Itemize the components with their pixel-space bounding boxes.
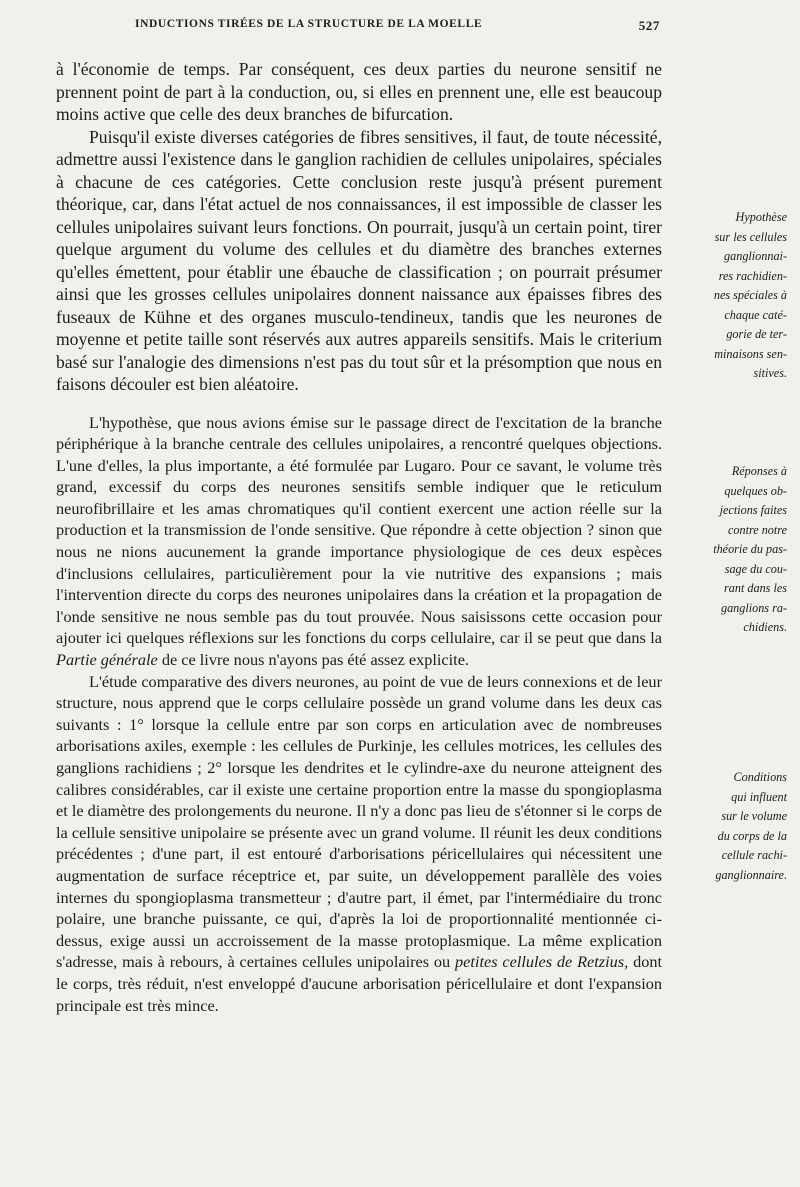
margin-note-line: ganglionnaire. xyxy=(715,867,787,882)
paragraph-4-italic: petites cellules de Retzius, xyxy=(455,952,629,972)
margin-note-line: res rachidien- xyxy=(718,268,787,283)
margin-note-line: chaque caté- xyxy=(724,307,787,322)
margin-note-line: minaisons sen- xyxy=(714,346,787,361)
paragraph-3-italic: Partie générale xyxy=(56,650,158,670)
margin-note-line: sur les cellules xyxy=(714,229,787,244)
margin-note-line: théorie du pas- xyxy=(713,542,787,556)
margin-note-line: quelques ob- xyxy=(724,483,787,498)
margin-note-line: ganglions ra- xyxy=(720,600,787,615)
margin-note-hypothese xyxy=(683,208,787,384)
paragraph-4-part-a: L'étude comparative des divers neurones, au point de vue de leurs connexions et de leur structure, nous apprend que le corps cellulaire possède un grand volume dans les deux cas suivants : 1° lorsque la cellule entre par son corps en articulation avec de nombreuses arborisations axiles, exemple : les cellules de Purkinje, les cellules motrices, les cellules des ganglions rachidiens ; 2° lorsque les dendrites et le cylindre-axe du neurone atteignent des calibres considérables, car il existe une certaine proportion entre la masse du spongioplasma et le diamètre des prolongements du neurone. Il n'y a donc pas lieu de s'étonner si le corps de la cellule sensitive unipolaire se présente avec un grand volume. Il réunit les deux conditions précédentes ; d'une part, il est entouré d'arborisations péricellulaires qui nécessitent une augmentation de surface réceptrice et, par suite, un développement parallèle des voies internes du spongioplasma transmetteur ; d'autre part, il émet, par l'intermédiaire du tronc polaire, une branche puissante, ce qui, d'après la loi de proportionnalité mentionnée ci-dessus, exige aussi un accroissement de la masse protoplasmique. La même explication s'adresse, mais à rebours, à certaines cellules unipolaires ou xyxy=(56,671,662,972)
margin-note-reponses xyxy=(683,462,787,638)
margin-note-line: gorie de ter- xyxy=(726,327,787,341)
margin-note-line: Hypothèse xyxy=(735,210,787,224)
margin-note-conditions xyxy=(683,768,787,885)
margin-note-line: jections faites xyxy=(719,503,787,517)
main-text xyxy=(56,58,662,1016)
margin-note-line: Réponses à xyxy=(731,464,787,478)
margin-note-line: sur le volume xyxy=(721,809,787,823)
margin-note-line: contre notre xyxy=(727,522,787,537)
margin-note-line: chidiens. xyxy=(743,620,787,634)
margin-note-line: rant dans les xyxy=(724,581,787,595)
header-title: INDUCTIONS TIRÉES DE LA STRUCTURE DE LA MOELLE xyxy=(135,18,483,30)
paragraph-4 xyxy=(56,671,662,1017)
margin-note-line: sage du cou- xyxy=(724,561,787,576)
section-gap xyxy=(56,396,662,412)
paragraph-2: Puisqu'il existe diverses catégories de fibres sensitives, il faut, de toute nécessité, admettre aussi l'existence dans le ganglion rachidien de cellules unipolaires, spéciales à chacune de ces catégories. Cette conclusion reste jusqu'à présent purement théorique, car, dans l'état actuel de nos connaissances, il est impossible de classer les cellules unipolaires suivant leurs fonctions. On pourrait, jusqu'à un certain point, tirer quelque argument du volume des cellules et du diamètre des branches externes qu'elles émettent, pour établir une ébauche de classification ; on pourrait présumer ainsi que les grosses cellules unipolaires donnent naissance aux épaisses fibres des fuseaux de Kühne et des organes musculo-tendineux, tandis que les neurones de moyenne et petite taille sont réservés aux autres appareils sensitifs. Mais le criterium basé sur l'analogie des dimensions n'est pas du tout sûr et la présomption que nous en faisons découler est bien aléatoire. xyxy=(56,126,662,394)
page-number: 527 xyxy=(638,18,660,33)
paragraph-3 xyxy=(56,412,662,671)
margin-note-line: Conditions xyxy=(733,770,787,784)
margin-note-line: ganglionnai- xyxy=(724,249,787,263)
margin-note-line: nes spéciales à xyxy=(713,288,787,302)
margin-note-line: sitives. xyxy=(753,366,787,380)
paragraph-4-part-b: dont le corps, très réduit, n'est enveloppé d'aucune arborisation péricellulaire et dont l'expansion principale est très mince. xyxy=(56,952,663,1015)
margin-note-line: cellule rachi- xyxy=(721,848,787,862)
margin-note-line: qui influent xyxy=(731,789,787,804)
margin-note-line: du corps de la xyxy=(717,828,787,843)
paragraph-3-part-a: L'hypothèse, que nous avions émise sur le passage direct de l'excitation de la branche périphérique à la branche centrale des cellules unipolaires, a rencontré quelques objections. L'une d'elles, la plus importante, a été formulée par Lugaro. Pour ce savant, le volume très grand, excessif du corps des neurones sensitifs semble indiquer que le reticulum neurofibrillaire et les amas chromatiques qu'il contient exercent une action réelle sur la production et la transmission de l'onde sensitive. Que répondre à cette objection ? sinon que nous ne nions aucunement la grande importance physiologique de ces deux espèces d'inclusions cellulaires, particulièrement pour la vie nutritive des expansions ; mais l'intervention directe du corps des neurones unipolaires dans la création et la propagation de l'onde sensitive ne nous semble pas du tout prouvée. Nous saisissons cette occasion pour ajouter ici quelques réflexions sur les fonctions du corps cellulaire, car il se peut que dans la xyxy=(56,412,662,648)
paragraph-1: à l'économie de temps. Par conséquent, ces deux parties du neurone sensitif ne prennent point de part à la conduction, ou, si elles en prennent une, elle est beaucoup moins active que celle des deux branches de bifurcation. xyxy=(56,59,662,124)
paragraph-3-part-b: de ce livre nous n'ayons pas été assez explicite. xyxy=(161,650,470,670)
